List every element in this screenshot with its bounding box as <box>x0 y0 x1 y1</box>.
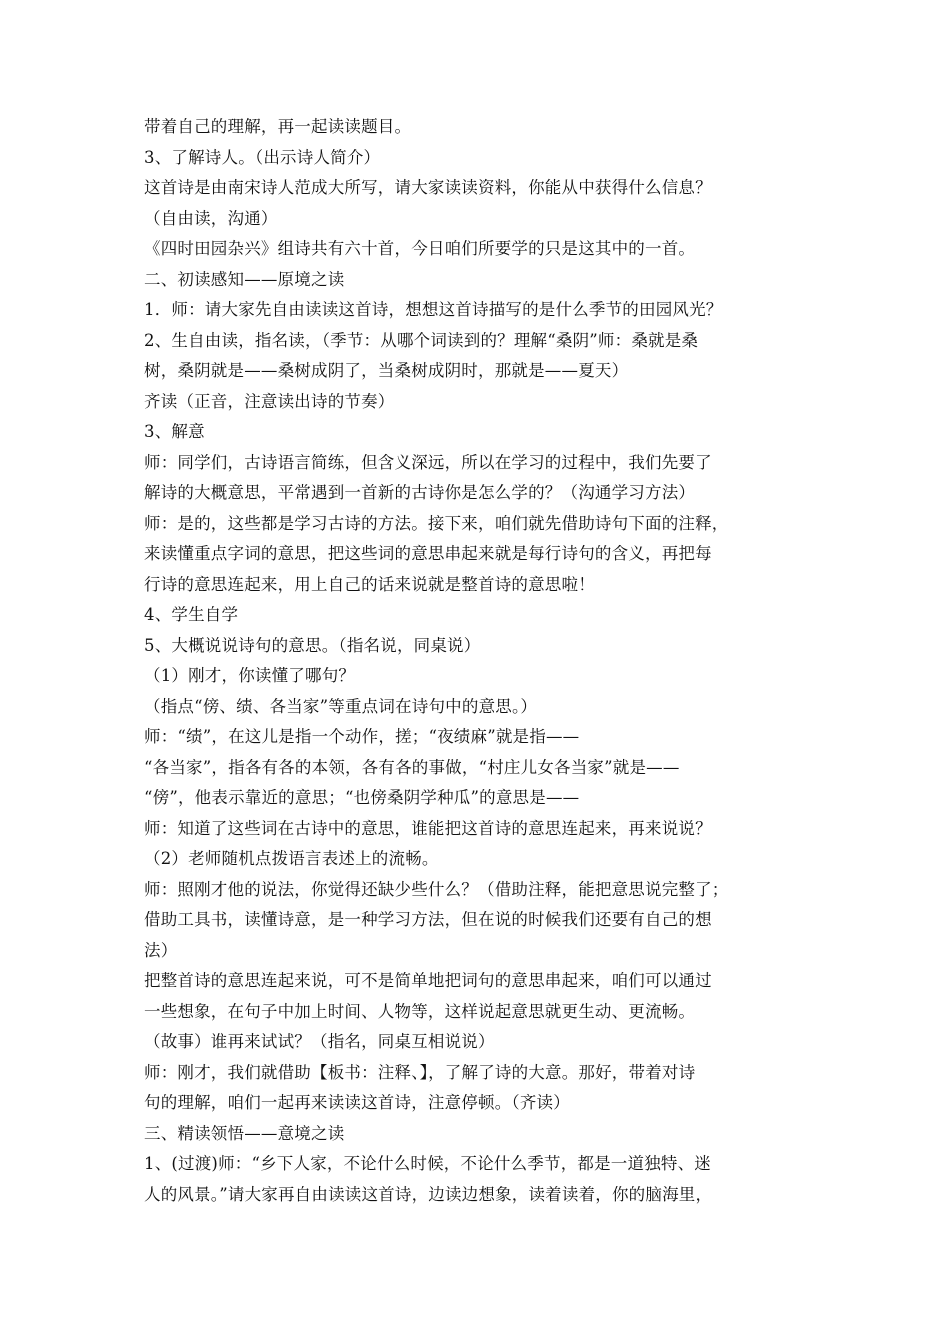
text-line: （2）老师随机点拨语言表述上的流畅。 <box>144 849 439 868</box>
text-line: 师：同学们，古诗语言简练，但含义深远，所以在学习的过程中，我们先要了 <box>144 452 712 472</box>
text-line: 一些想象，在句子中加上时间、人物等，这样说起意思就更生动、更流畅。 <box>144 1001 696 1021</box>
text-line: 5、大概说说诗句的意思。（指名说，同桌说） <box>144 635 481 655</box>
text-line: 借助工具书，读懂诗意，是一种学习方法，但在说的时候我们还要有自己的想 <box>144 910 712 929</box>
text-line: 3、了解诗人。（出示诗人简介） <box>144 147 381 167</box>
text-line: 师：是的，这些都是学习古诗的方法。接下来，咱们就先借助诗句下面的注释， <box>144 513 729 533</box>
text-line: 把整首诗的意思连起来说，可不是简单地把词句的意思串起来，咱们可以通过 <box>144 971 712 990</box>
text-line: （1）刚才，你读懂了哪句？ <box>144 666 356 685</box>
text-line: 师：照刚才他的说法，你觉得还缺少些什么？（借助注释，能把意思说完整了； <box>144 879 729 899</box>
section-heading: 二、初读感知——原境之读 <box>144 269 345 289</box>
text-line: 带着自己的理解，再一起读读题目。 <box>144 117 412 136</box>
text-line: （自由读，沟通） <box>144 208 278 228</box>
text-line: 人的风景。”请大家再自由读读这首诗，边读边想象，读着读着，你的脑海里， <box>144 1184 713 1204</box>
text-line: 1、(过渡)师：“乡下人家，不论什么时候，不论什么季节，都是一道独特、迷 <box>144 1154 712 1173</box>
text-line: 法） <box>144 940 178 960</box>
text-line: （指点“傍、绩、各当家”等重点词在诗句中的意思。） <box>144 696 538 716</box>
text-line: 句的理解，咱们一起再来读读这首诗，注意停顿。（齐读） <box>144 1093 570 1112</box>
text-line: 解诗的大概意思，平常遇到一首新的古诗你是怎么学的？（沟通学习方法） <box>144 483 696 502</box>
text-line: 来读懂重点字词的意思，把这些词的意思串起来就是每行诗句的含义，再把每 <box>144 544 712 563</box>
text-line: 3、解意 <box>144 422 205 441</box>
document-body <box>144 112 806 1210</box>
text-line: 齐读（正音，注意读出诗的节奏） <box>144 391 395 411</box>
text-line: 师：刚才，我们就借助【板书：注释、】，了解了诗的大意。那好，带着对诗 <box>144 1062 696 1082</box>
section-heading: 三、精读领悟——意境之读 <box>144 1123 345 1143</box>
text-line: （故事）谁再来试试？（指名，同桌互相说说） <box>144 1032 495 1051</box>
text-line: “傍”，他表示靠近的意思；“也傍桑阴学种瓜”的意思是—— <box>144 788 580 807</box>
text-line: 《四时田园杂兴》组诗共有六十首，今日咱们所要学的只是这其中的一首。 <box>144 239 696 258</box>
text-line: 师：知道了这些词在古诗中的意思，谁能把这首诗的意思连起来，再来说说？ <box>144 818 712 838</box>
text-line: 行诗的意思连起来，用上自己的话来说就是整首诗的意思啦！ <box>144 574 595 594</box>
text-line: 2、生自由读，指名读，（季节：从哪个词读到的？理解“桑阴”师：桑就是桑 <box>144 330 699 350</box>
text-line: 这首诗是由南宋诗人范成大所写，请大家读读资料，你能从中获得什么信息？ <box>144 178 712 197</box>
text-line: 树，桑阴就是——桑树成阴了，当桑树成阴时，那就是——夏天） <box>144 361 629 380</box>
text-line: 4、学生自学 <box>144 605 239 624</box>
text-line: 1．师：请大家先自由读读这首诗，想想这首诗描写的是什么季节的田园风光？ <box>144 300 723 319</box>
text-line: 师：“绩”，在这儿是指一个动作，搓；“夜绩麻”就是指—— <box>144 727 580 746</box>
text-line: “各当家”，指各有各的本领，各有各的事做，“村庄儿女各当家”就是—— <box>144 757 680 777</box>
